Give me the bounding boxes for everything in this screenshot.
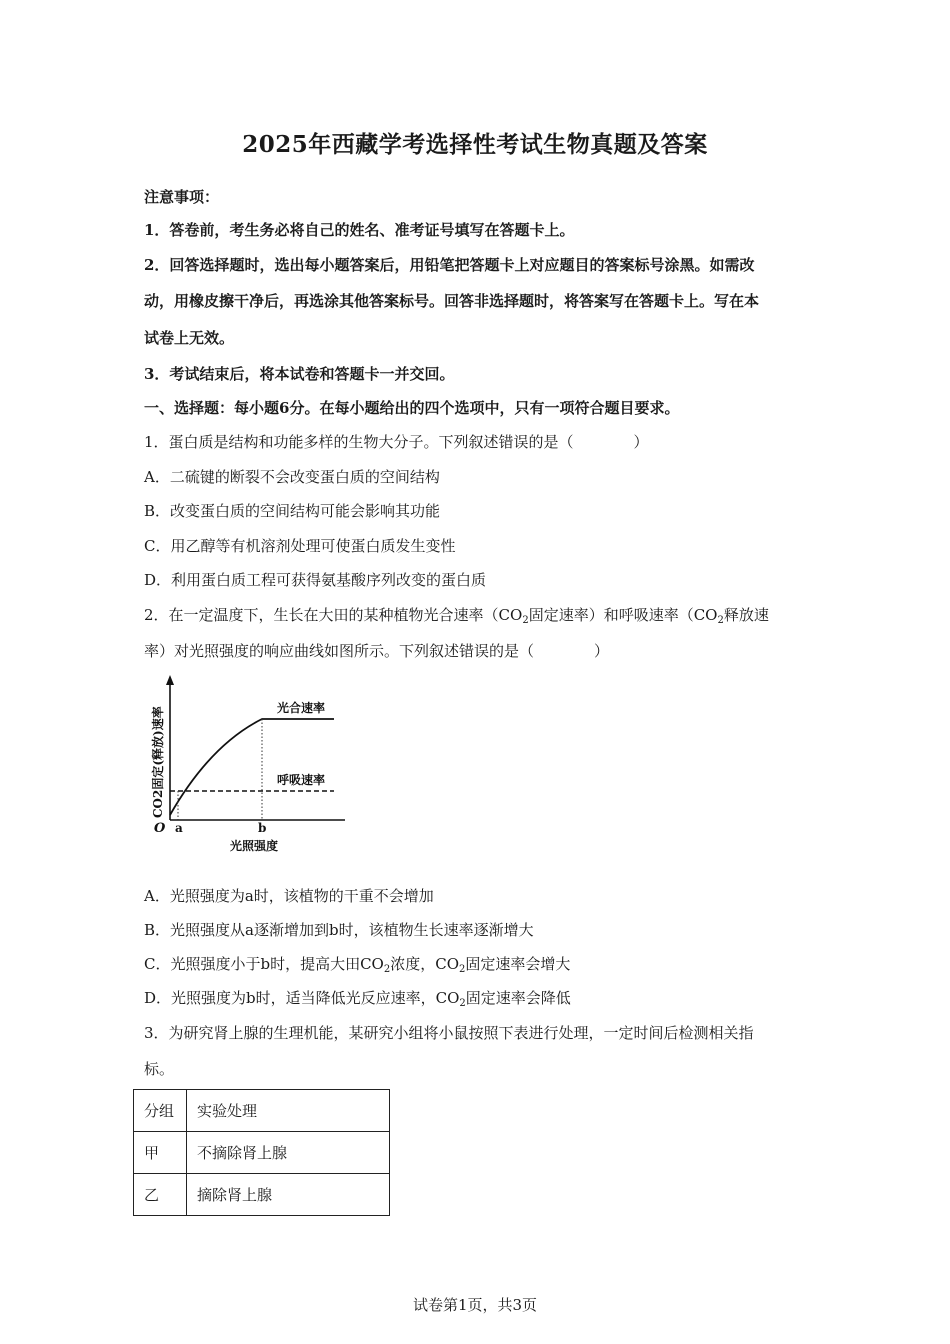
series-line-photosynthesis	[170, 719, 334, 815]
table-cell: 不摘除肾上腺	[187, 1132, 390, 1174]
table-cell: 乙	[134, 1174, 187, 1216]
x-tick-a: a	[175, 821, 183, 835]
question-1-option-a: A．二硫键的断裂不会改变蛋白质的空间结构	[144, 468, 440, 486]
x-tick-b: b	[258, 821, 267, 835]
section-heading: 一、选择题：每小题6分。在每小题给出的四个选项中，只有一项符合题目要求。	[144, 399, 680, 417]
question-1-stem: 1．蛋白质是结构和功能多样的生物大分子。下列叙述错误的是（ ）	[144, 433, 649, 451]
table-header-cell: 实验处理	[187, 1090, 390, 1132]
page-title: 2025年西藏学考选择性考试生物真题及答案	[242, 131, 708, 158]
series-label-respiration: 呼吸速率	[277, 773, 326, 787]
question-1-option-b: B．改变蛋白质的空间结构可能会影响其功能	[144, 502, 441, 520]
question-3-stem: 3．为研究肾上腺的生理机能，某研究小组将小鼠按照下表进行处理，一定时间后检测相关指	[144, 1024, 754, 1042]
notice-item-1: 1．答卷前，考生务必将自己的姓名、准考证号填写在答题卡上。	[144, 221, 575, 239]
notice-heading: 注意事项：	[144, 188, 220, 206]
question-2-stem: 2．在一定温度下，生长在大田的某种植物光合速率（$CO_2$固定速率）和呼吸速率（$CO_2$释放速	[144, 606, 769, 626]
origin-label: O	[154, 821, 166, 836]
notice-item-3: 3．考试结束后，将本试卷和答题卡一并交回。	[144, 365, 455, 383]
table-row	[134, 1132, 390, 1174]
table-cell: 甲	[134, 1132, 187, 1174]
question-2-stem-line-2: 率）对光照强度的响应曲线如图所示。下列叙述错误的是（ ）	[144, 642, 610, 660]
question-2-option-d: D．光照强度为b时，适当降低光反应速率，$CO_2$固定速率会降低	[144, 989, 571, 1009]
question-2-option-a: A．光照强度为a时，该植物的干重不会增加	[144, 887, 434, 905]
response-curve-chart	[140, 670, 360, 865]
question-2-option-b: B．光照强度从a逐渐增加到b时，该植物生长速率逐渐增大	[144, 921, 534, 939]
chart-svg	[140, 670, 360, 865]
y-axis-label: CO2固定(释放)速率	[151, 706, 165, 818]
y-axis-arrow-icon	[166, 675, 174, 685]
x-axis-label: 光照强度	[230, 839, 279, 853]
experiment-table	[133, 1089, 390, 1216]
question-1-option-c: C．用乙醇等有机溶剂处理可使蛋白质发生变性	[144, 537, 456, 555]
table-header-row	[134, 1090, 390, 1132]
notice-item-2-line-3: 试卷上无效。	[144, 329, 235, 347]
question-2-option-c: C．光照强度小于b时，提高大田$CO_2$浓度，$CO_2$固定速率会增大	[144, 955, 571, 975]
table-cell: 摘除肾上腺	[187, 1174, 390, 1216]
question-3-stem-line-2: 标。	[144, 1060, 175, 1078]
notice-item-2-line-1: 2．回答选择题时，选出每小题答案后，用铅笔把答题卡上对应题目的答案标号涂黑。如需改	[144, 256, 755, 274]
table-row	[134, 1174, 390, 1216]
series-label-photosynthesis: 光合速率	[277, 701, 326, 715]
question-1-option-d: D．利用蛋白质工程可获得氨基酸序列改变的蛋白质	[144, 571, 487, 589]
notice-item-2-line-2: 动，用橡皮擦干净后，再选涂其他答案标号。回答非选择题时，将答案写在答题卡上。写在本	[144, 292, 760, 310]
table-header-cell: 分组	[134, 1090, 187, 1132]
page-footer: 试卷第1页，共3页	[412, 1296, 538, 1314]
